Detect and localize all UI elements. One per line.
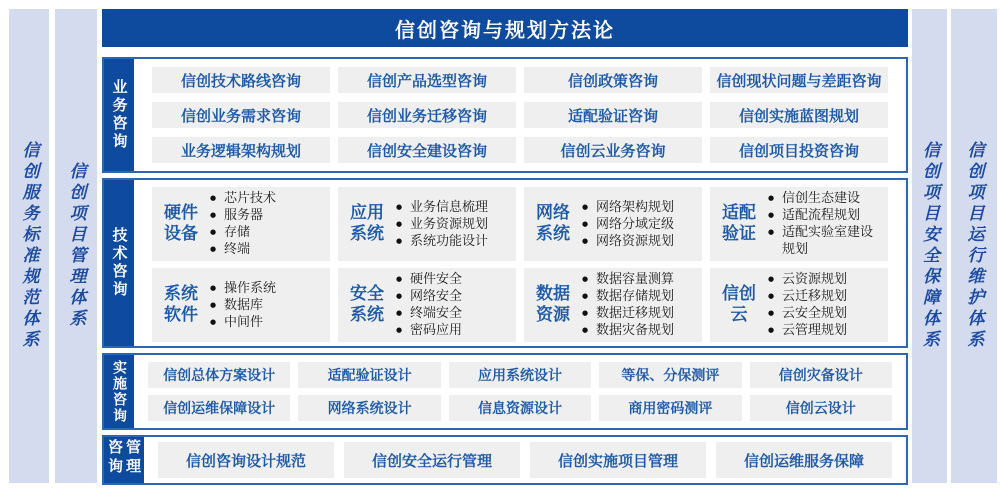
impl-section-label: 实施咨询 xyxy=(111,359,127,424)
tech-group-item: ● 中间件 xyxy=(210,314,276,331)
business-cell: 适配验证咨询 xyxy=(524,102,702,128)
tech-group-item: ● 终端安全 xyxy=(396,305,462,322)
business-cell: 信创云业务咨询 xyxy=(524,137,702,163)
pillar-security-assurance-system xyxy=(912,9,947,483)
mgmt-cell: 信创实施项目管理 xyxy=(530,442,706,478)
business-cell: 信创安全建设咨询 xyxy=(338,137,516,163)
tech-group-item: ● 业务信息梳理 xyxy=(396,199,488,216)
impl-cell: 信创灾备设计 xyxy=(750,362,892,388)
impl-cell: 信创总体方案设计 xyxy=(148,362,290,388)
tech-group-items xyxy=(210,280,276,331)
business-cell: 信创业务迁移咨询 xyxy=(338,102,516,128)
pillar-operation-maintenance-system xyxy=(951,9,997,483)
tech-group-item: ● 云迁移规划 xyxy=(768,288,847,305)
business-cell: 业务逻辑架构规划 xyxy=(152,137,330,163)
business-cell: 信创产品选型咨询 xyxy=(338,67,516,93)
impl-cell: 信创运维保障设计 xyxy=(148,395,290,421)
impl-cell: 商用密码测评 xyxy=(599,395,741,421)
impl-cell: 信息资源设计 xyxy=(449,395,591,421)
tech-group-item: ● 芯片技术 xyxy=(210,190,276,207)
tech-group-items xyxy=(768,190,884,258)
tech-group-item: ● 密码应用 xyxy=(396,322,462,339)
tech-grid xyxy=(134,180,906,346)
tech-group-item: ● 信创生态建设 xyxy=(768,190,884,207)
pillar-operation-maintenance-label: 信创项目运行维护体系 xyxy=(963,141,984,351)
tech-group-name: 信创云 xyxy=(722,283,756,325)
tech-group-item: ● 数据存储规划 xyxy=(582,288,674,305)
diagram-title: 信创咨询与规划方法论 xyxy=(395,17,615,42)
business-section-label-block xyxy=(104,59,134,171)
mgmt-cell: 信创咨询设计规范 xyxy=(158,442,334,478)
tech-group-items xyxy=(396,271,462,339)
tech-group-items xyxy=(582,271,674,339)
tech-group-item: ● 服务器 xyxy=(210,207,276,224)
tech-group-item: ● 系统功能设计 xyxy=(396,233,488,250)
impl-cell: 等保、分保测评 xyxy=(599,362,741,388)
tech-group-name: 系统软件 xyxy=(164,283,198,325)
tech-group-application xyxy=(338,187,516,261)
tech-group-item: ● 网络架构规划 xyxy=(582,199,674,216)
tech-group-name: 网络系统 xyxy=(536,202,570,244)
pillar-security-assurance-label: 信创项目安全保障体系 xyxy=(919,141,939,351)
tech-group-item: ● 存储 xyxy=(210,224,276,241)
tech-group-security xyxy=(338,268,516,342)
impl-cell: 网络系统设计 xyxy=(298,395,440,421)
business-cell: 信创技术路线咨询 xyxy=(152,67,330,93)
tech-group-item: ● 数据库 xyxy=(210,297,276,314)
tech-section-label-block xyxy=(104,180,134,346)
tech-group-item: ● 云资源规划 xyxy=(768,271,847,288)
tech-group-item: ● 终端 xyxy=(210,241,276,258)
tech-group-item: ● 网络资源规划 xyxy=(582,233,674,250)
business-cell: 信创政策咨询 xyxy=(524,67,702,93)
tech-section-label: 技术咨询 xyxy=(110,227,129,299)
pillar-service-standards-system xyxy=(9,9,49,483)
section-implementation-consulting xyxy=(102,353,908,430)
tech-group-network xyxy=(524,187,702,261)
section-business-consulting xyxy=(102,57,908,173)
tech-group-data-resources xyxy=(524,268,702,342)
main-panel xyxy=(102,9,908,487)
tech-group-name: 数据资源 xyxy=(536,283,570,325)
tech-group-name: 适配验证 xyxy=(722,202,756,244)
diagram-title-bar xyxy=(102,9,908,47)
tech-group-item: ● 硬件安全 xyxy=(396,271,462,288)
tech-group-hardware xyxy=(152,187,330,261)
business-grid xyxy=(134,59,906,171)
mgmt-cell: 信创运维服务保障 xyxy=(716,442,892,478)
pillar-project-management-label: 信创项目管理体系 xyxy=(65,162,86,330)
mgmt-grid xyxy=(144,437,906,483)
tech-group-items xyxy=(768,271,847,339)
section-technical-consulting xyxy=(102,178,908,348)
pillar-service-standards-label: 信创服务标准规范体系 xyxy=(18,141,39,351)
tech-group-item: ● 业务资源规划 xyxy=(396,216,488,233)
tech-group-item: ● 操作系统 xyxy=(210,280,276,297)
tech-group-system-software xyxy=(152,268,330,342)
impl-cell: 应用系统设计 xyxy=(449,362,591,388)
tech-group-item: ● 数据灾备规划 xyxy=(582,322,674,339)
tech-group-item: ● 适配实验室建设规划 xyxy=(768,224,884,258)
tech-group-items xyxy=(582,199,674,250)
business-cell: 信创现状问题与差距咨询 xyxy=(710,67,888,93)
tech-group-items xyxy=(396,199,488,250)
tech-group-item: ● 数据容量测算 xyxy=(582,271,674,288)
tech-group-xinchuang-cloud xyxy=(710,268,888,342)
business-cell: 信创业务需求咨询 xyxy=(152,102,330,128)
section-consulting-management xyxy=(102,435,908,485)
mgmt-cell: 信创安全运行管理 xyxy=(344,442,520,478)
tech-group-items xyxy=(210,190,276,258)
mgmt-section-label-block xyxy=(104,437,144,483)
business-cell: 信创项目投资咨询 xyxy=(710,137,888,163)
business-section-label: 业务咨询 xyxy=(110,79,129,151)
tech-group-item: ● 适配流程规划 xyxy=(768,207,884,224)
impl-grid xyxy=(134,355,906,428)
impl-section-label-block xyxy=(104,355,134,428)
tech-group-item: ● 云安全规划 xyxy=(768,305,847,322)
mgmt-section-label: 咨询管理 xyxy=(106,439,142,477)
tech-group-name: 安全系统 xyxy=(350,283,384,325)
impl-cell: 适配验证设计 xyxy=(298,362,440,388)
tech-group-adaptation xyxy=(710,187,888,261)
pillar-project-management-system xyxy=(55,9,97,483)
tech-group-name: 硬件设备 xyxy=(164,202,198,244)
tech-group-name: 应用系统 xyxy=(350,202,384,244)
tech-group-item: ● 数据迁移规划 xyxy=(582,305,674,322)
business-cell: 信创实施蓝图规划 xyxy=(710,102,888,128)
tech-group-item: ● 云管理规划 xyxy=(768,322,847,339)
tech-group-item: ● 网络安全 xyxy=(396,288,462,305)
impl-cell: 信创云设计 xyxy=(750,395,892,421)
tech-group-item: ● 网络分域定级 xyxy=(582,216,674,233)
